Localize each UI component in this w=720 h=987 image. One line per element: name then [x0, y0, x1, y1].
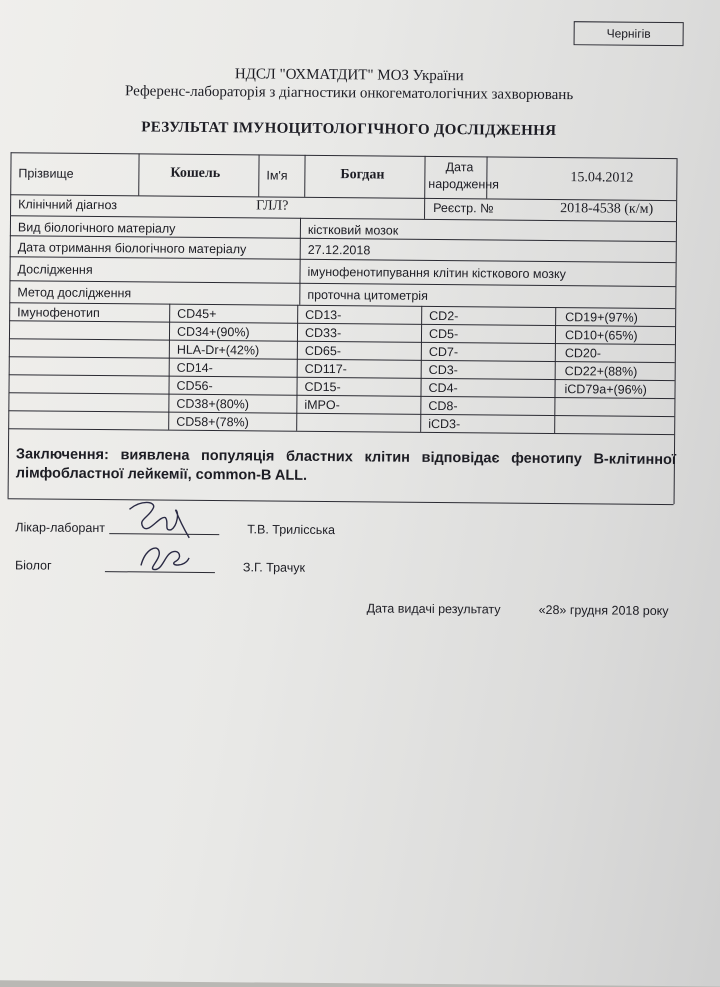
lab-doctor-label: Лікар-лаборант — [15, 520, 106, 536]
name-label: Ім'я — [266, 168, 288, 183]
marker-cell: CD22+(88%) — [564, 364, 638, 379]
dob-value: 15.04.2012 — [570, 170, 634, 186]
conclusion — [16, 445, 676, 489]
marker-cell: CD45+ — [177, 306, 217, 322]
biologist-label: Біолог — [14, 558, 52, 573]
method-label: Метод дослідження — [17, 285, 132, 301]
issue-date-label: Дата видачі результату — [366, 601, 501, 617]
diagnosis-value: ГЛЛ? — [256, 198, 289, 214]
name-value: Богдан — [340, 167, 385, 183]
biologist-name: З.Г. Трачук — [242, 560, 306, 575]
laboratory-name: Референс-лабораторія з діагностики онкогематологічних захворювань — [124, 83, 574, 104]
dob-label-line1: Дата — [445, 160, 474, 175]
marker-cell: CD65- — [304, 343, 342, 359]
registration-value: 2018-4538 (к/м) — [560, 201, 654, 217]
conclusion-label: Заключення: — [15, 446, 109, 464]
material-date-value: 27.12.2018 — [307, 242, 371, 258]
method-value: проточна цитометрія — [307, 287, 428, 303]
study-label: Дослідження — [17, 262, 93, 277]
document-title: РЕЗУЛЬТАТ ІМУНОЦИТОЛОГІЧНОГО ДОСЛІДЖЕННЯ — [141, 119, 557, 140]
marker-cell: CD56- — [176, 378, 213, 394]
marker-cell: iCD3- — [428, 416, 461, 432]
lab-signature-scribble — [125, 497, 195, 542]
marker-cell: CD20- — [564, 346, 602, 361]
marker-cell: HLA-Dr+(42%) — [176, 342, 260, 358]
marker-cell: CD8- — [428, 398, 458, 414]
marker-cell: CD38+(80%) — [176, 396, 250, 412]
surname-value: Кошель — [170, 165, 221, 182]
marker-cell: CD7- — [428, 344, 459, 360]
city-stamp: Чернігів — [574, 21, 684, 46]
marker-cell: iCD79a+(96%) — [564, 382, 647, 397]
immunophenotype-label: Імунофенотип — [17, 305, 100, 321]
material-value: кістковий мозок — [307, 222, 399, 238]
issue-date-value: «28» грудня 2018 року — [538, 602, 669, 619]
marker-cell: CD13- — [305, 307, 342, 323]
marker-cell: CD58+(78%) — [176, 414, 249, 430]
conclusion-text: виявлена популяція бластних клітин відповідає фенотипу В-клітинної лімфобластної лейкемії, common-B ALL. — [15, 447, 677, 484]
surname-label: Прізвище — [18, 166, 74, 181]
lab-doctor-name: Т.В. Трилісська — [247, 522, 336, 538]
marker-cell: CD15- — [304, 379, 341, 395]
organization-name: НДСЛ "ОХМАТДИТ" МОЗ України — [234, 66, 464, 85]
marker-cell: CD4- — [428, 380, 458, 396]
marker-cell: CD33- — [304, 325, 342, 341]
material-date-label: Дата отримання біологічного матеріалу — [17, 240, 247, 257]
marker-cell: CD34+(90%) — [176, 324, 250, 340]
marker-cell: CD117- — [304, 361, 347, 377]
marker-cell: CD10+(65%) — [564, 328, 638, 343]
study-value: імунофенотипування клітин кісткового мозку — [307, 264, 566, 282]
marker-cell: CD19+(97%) — [565, 310, 638, 325]
dob-label-line2: народження — [428, 176, 500, 192]
diagnosis-label: Клінічний діагноз — [18, 197, 118, 213]
marker-cell: iMPO- — [304, 397, 340, 413]
marker-cell: CD2- — [429, 308, 459, 324]
marker-cell: CD5- — [428, 326, 459, 342]
marker-cell: CD3- — [428, 362, 458, 378]
material-label: Вид біологічного матеріалу — [17, 220, 176, 236]
biologist-signature-scribble — [135, 539, 195, 576]
registration-label: Реєстр. № — [433, 200, 494, 216]
marker-cell: CD14- — [176, 360, 213, 376]
